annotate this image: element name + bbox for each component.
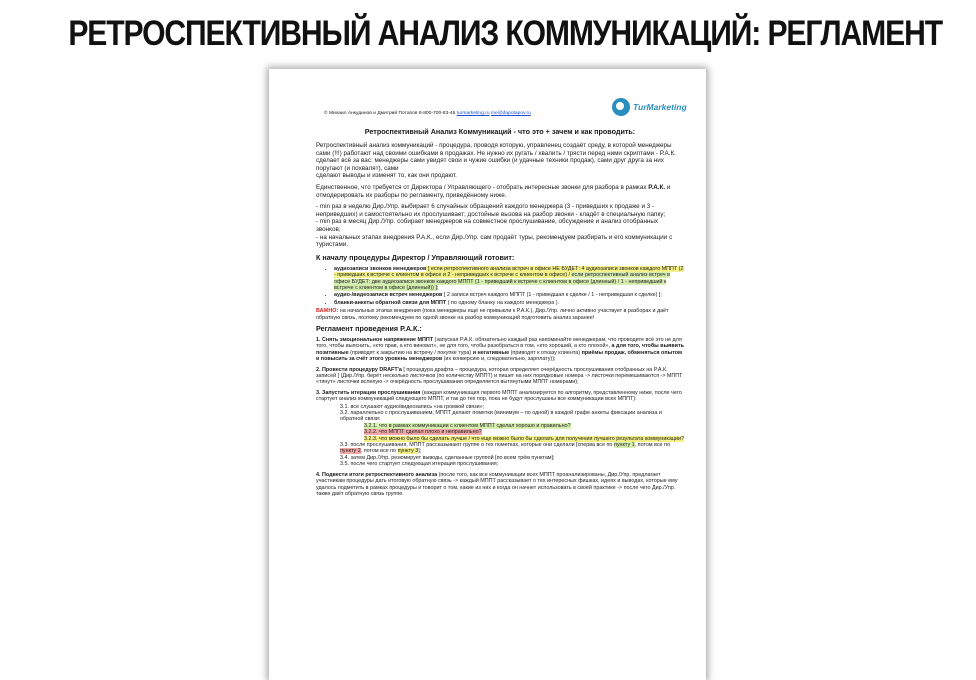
rule-text: (после того, как все коммуникации всех МППТ проанализированы, Дир./Упр. предлагает участникам процедуры дать итоговую обратную связь -> каждый МППТ рассказывает о тех интересных фишках, идеях и выводах, которые ему удалось подметить в рамках процедуры и говорит о том, какие из них и когда он начнет использовать в своей практике -> после чего Дир./Упр. также даёт обратную связь группе.	[316, 471, 678, 497]
authors-line	[324, 111, 531, 116]
document-page	[269, 69, 706, 680]
slide-title: РЕТРОСПЕКТИВНЫЙ АНАЛИЗ КОММУНИКАЦИЙ: РЕГЛАМЕНТ	[68, 14, 942, 53]
intro-paragraph-2	[316, 184, 684, 199]
list-item: - min раз в неделю Дир./Упр. выбирает 6 случайных обращений каждого менеджера (3 - приведших к продаже и 3 - неприведших) и самостоятельно их прослушивает; достойные вызова на разбор звонки - кладёт в специальную папку;	[316, 203, 666, 218]
document-title: Ретроспективный Анализ Коммуникаций - что это + зачем и как проводить:	[364, 127, 636, 136]
rule-3-4: 3.4. затем Дир./Упр. резюмирует выводы, сделанные группой [по всем трём пунктам];	[340, 454, 555, 461]
rule-title: 3. Запустить итерации прослушивания	[316, 389, 421, 396]
important-label: ВАЖНО:	[316, 308, 339, 315]
intro-text-2b: Р.А.К.	[648, 183, 666, 191]
rule-text-bold: а для того, чтобы выявить позитивные	[316, 343, 684, 356]
rule-text: пункту 1	[613, 442, 635, 449]
intro-paragraph-1	[316, 142, 684, 180]
rule-text: ];	[418, 448, 422, 455]
rule-1	[316, 337, 684, 363]
prep-heading: К началу процедуры Директор / Управляющий готовит:	[316, 252, 515, 262]
rule-text: (приводят к отказу клиента)	[509, 349, 582, 356]
frequency-list	[316, 203, 684, 249]
list-item: - min раз в месяц Дир./Упр. собирает менеджеров на совместное прослушивание, обсуждение и анализ отобранных звонков;	[316, 218, 659, 233]
rule-text: , потом все по	[634, 442, 670, 449]
rule-text-bold: приёмы продаж, обменяться опытом и повысить за счёт этого уровень менеджеров	[316, 349, 682, 363]
rule-text: (каждая коммуникация первого МППТ анализируется по алгоритму, представленному ниже, после чего стартует анализ коммуникаций следующего МППТ, и так до тех пор, пока не будут прослушаны все коммуникации всех МППТ):	[316, 389, 682, 403]
list-item	[334, 292, 684, 298]
rule-title: 2. Провести процедуру DRAFT'а	[316, 366, 402, 373]
prep-item-text: две аудиозаписи звонков каждого МППТ (1 - приведший к встрече с клиентом в офисе (длинный) / 1 - неприведший к встрече с клиентом в офисе (длинный)) ];	[334, 278, 667, 291]
rule-title: 1. Снять эмоциональное напряжение МППТ	[316, 336, 434, 343]
authors-text: © Михаил Анкудинов и Дмитрий Потапов 8-800-700-83-46	[324, 111, 456, 116]
rule-text: пункту 3	[397, 448, 419, 455]
rule-text-bold: и негативные	[472, 349, 510, 356]
list-item: - на начальных этапах внедрения Р.А.К., если Дир./Упр. сам продаёт туры, рекомендуем разбирать и его коммуникации с туристами.	[316, 233, 673, 249]
logo-text: TurMarketing	[633, 102, 687, 112]
rule-text: 3.2.3. что можно было бы сделать лучше / что еще можно было бы сделать для получения лучшего результата коммуникации?	[364, 435, 684, 442]
prep-item-text: ( по одному бланку на каждого менеджера ).	[446, 299, 560, 306]
rule-title: 4. Подвести итоги ретроспективного анализа	[316, 471, 438, 478]
rule-text: , потом все по	[360, 448, 398, 455]
prep-item-text: [ если ретроспективного анализа встреч в офисе НЕ БУДЕТ:	[426, 265, 582, 272]
rule-text: пункту 2	[340, 448, 361, 455]
rule-text: 3.2.1. что в рамках коммуникации с клиентом МППТ сделал хорошо и правильно?	[364, 422, 571, 429]
rule-text: 3.3. после прослушивания, МППТ рассказывают группе о тех пометках, которые они сделали [сперва все по	[340, 442, 614, 449]
intro-text-2a: Единственное, что требуется от Директора / Управляющего - отобрать интересные звонки для разбора в рамках	[316, 183, 649, 191]
rule-text: [ процедура драфта – процедура, которая определяет очерёдность прослушивания отобранных на Р.А.К. записей ] (Дир./Упр. берёт несколько листочков (по количеству МППТ) и пишет на них порядковые номера -> листочки перемешиваются -> МППТ «тянут» листочки вслепую -> очерёдность прослушивания определяется вытянутыми МППТ номерами);	[316, 366, 683, 386]
rule-4	[316, 472, 684, 498]
logo-icon	[612, 98, 630, 116]
rules-heading: Регламент проведения Р.А.К.:	[316, 323, 422, 333]
prep-list	[316, 266, 684, 306]
important-text: на начальных этапах внедрения (пока менеджеры ещё не привыкли к Р.А.К.), Дир./Упр. лично активно участвует в разборах и даёт обратную связь, поэтому рекомендуем по одной звонке на разбор коммуникаций подготовить анализ заранее!	[316, 308, 669, 321]
rule-3	[316, 390, 684, 403]
important-note	[316, 308, 684, 321]
prep-item-title: аудио-/видеозаписи встреч менеджеров	[334, 292, 443, 299]
rule-text: (приводят к закрытию на встречу / покупке тура)	[348, 349, 473, 356]
list-item	[334, 300, 684, 306]
prep-item-text: [ 2 записи встреч каждого МППТ (1 - приведшая к сделке / 1 - неприведшая к сделке) ];	[442, 292, 662, 299]
site-link[interactable]: turmarketing.ru	[456, 111, 490, 116]
intro-text-1b: сделают выводы и изменят то, как они продают.	[316, 172, 457, 180]
rule-3-2: 3.2. параллельно с прослушиванием, МППТ делают пометки (минимум – по одной) в каждой графе анкеты фиксации анализа и обратной связи:	[340, 410, 662, 423]
rule-text: (запуская Р.А.К. обязательно каждый раз напоминайте менеджерам, что проводите всё это не для того, чтобы выяснить, «кто прав, а кто виноват», не для того, чтобы разобраться в том, «кто хороший, а кто плохой»,	[316, 336, 682, 350]
document-header	[316, 102, 687, 123]
list-item	[334, 266, 684, 292]
rule-text: 3.2.2. что МППТ сделал плохо и неправильно?	[364, 429, 482, 436]
intro-text-2c: и отмодерировать их разборы по регламенту, приведённому ниже.	[316, 183, 671, 199]
intro-text-1: Ретроспективный анализ коммуникаций - процедура, проводя которую, управленец создаёт среду, в которой менеджеры сами (!!!) работают над своими ошибками в продажах. Не нужно их ругать / хвалить / трясти перед ними скриптами - Р.А.К. сделает всё за вас: менеджеры сами увидят свои и чужие ошибки (и удачные техники продаж), сами друг друга за них поругают (и похвалят), сами	[316, 142, 676, 172]
prep-item-text: если ретроспективный анализ встреч в офисе БУДЕТ:	[334, 272, 670, 285]
prep-item-title: бланки-анкеты обратной связи для МППТ	[334, 299, 447, 306]
rule-2	[316, 367, 684, 386]
rule-3-5: 3.5. после чего стартует следующая итерация прослушивания;	[340, 461, 499, 468]
prep-item-text: 4 аудиозаписи звонков каждого МППТ (2 - приведших к встрече с клиентом в офисе и 2 - неприведших к встрече с клиентом в офисе) /	[334, 265, 684, 279]
rule-3-3	[316, 442, 684, 455]
email-link[interactable]: me@dapotapov.ru	[490, 111, 531, 116]
rule-3-1: 3.1. все слушают аудио/видеозапись «на громкой связи»;	[340, 403, 485, 410]
turmarketing-logo	[612, 97, 687, 121]
rule-text: (их конверсию и, следовательно, зарплату));	[442, 356, 556, 363]
prep-item-title: аудиозаписи звонков менеджеров	[334, 265, 427, 272]
